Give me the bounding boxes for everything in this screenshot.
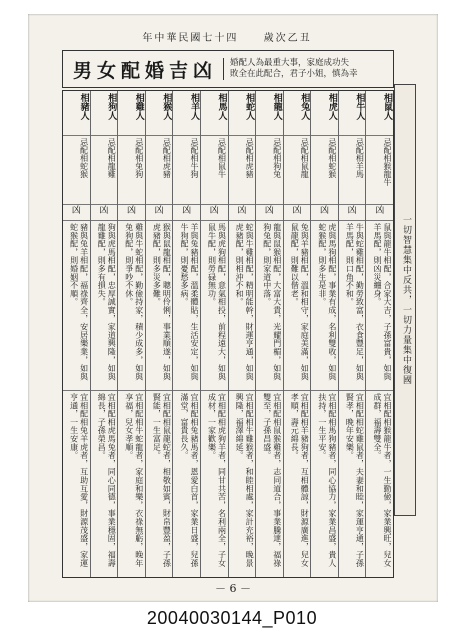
fortune-mark: 凶 <box>284 205 311 221</box>
header-year: 年中華民國七十四 <box>142 33 239 44</box>
fortune-description: 羊與兔豬相配，溫柔體貼，生活安定，如與牛狗配，則憂愁多病。 <box>173 221 200 391</box>
incompatible-signs: 忌配相猴龍牛 <box>366 136 393 205</box>
fortune-description: 龍與鼠猴相配，大富大貴，光耀門楣，如與狗兔配，則家道中落。 <box>256 221 283 391</box>
incompatible-signs: 忌配相虎豬 <box>229 136 256 205</box>
match-advice: 宜相配相虎馬兔者，同心同德，事業穩固，福壽綿長，子孫榮昌。 <box>97 393 117 568</box>
zodiac-heading: 相蛇人 <box>229 91 256 136</box>
incompatible-signs: 忌配相虎豬 <box>146 136 173 205</box>
fortune-description: 猴與鼠龍相配，聰明伶俐，事業順遂，如與虎豬配，則多災多難。 <box>146 221 173 391</box>
zodiac-marriage-table <box>62 90 394 578</box>
zodiac-column <box>200 91 228 577</box>
fortune-description: 鼠與龍牛相配，合家大吉，子孫富貴，如與羊馬配，則凶災纏身。 <box>366 221 393 391</box>
match-advice: 宜相配相牛雞猴者，和睦相處，家計充裕，晚景興隆，福澤綿延。 <box>235 393 255 568</box>
zodiac-heading: 相兔人 <box>284 91 311 136</box>
side-slogan <box>394 84 416 516</box>
zodiac-heading: 相猴人 <box>146 91 173 136</box>
fortune-mark: 凶 <box>366 205 393 221</box>
zodiac-column <box>145 91 173 577</box>
match-advice: 宜相配相兔羊虎者，互助互愛，財源茂盛，家運亨通，一生安康。 <box>69 393 89 568</box>
match-advice: 宜相配相蛇雞鼠者，夫妻和睦，家運亨通，子孫賢孝，晚年安樂。 <box>345 393 365 568</box>
match-advice: 宜相配相虎狗羊者，同甘共苦，名利兩全，子女成材，一家歡樂。 <box>207 393 227 568</box>
page-header <box>62 28 392 50</box>
match-advice: 宜相配相鼠猴雞者，志同道合，事業騰達，福祿雙至，子孫昌盛。 <box>262 393 282 568</box>
zodiac-column <box>338 91 366 577</box>
zodiac-column <box>228 91 256 577</box>
zodiac-heading: 相鼠人 <box>366 91 393 136</box>
match-advice: 宜相配相馬狗豬者，同心協力，家業昌盛，貴人扶持，一生平安。 <box>317 393 337 568</box>
zodiac-heading: 相羊人 <box>173 91 200 136</box>
fortune-description: 牛與蛇雞相配，勤勞致富，衣食豐足，如與羊馬配，則口角不和。 <box>339 221 366 391</box>
note-line: 婚配人為最重大事，家庭成功失 <box>230 58 350 68</box>
match-advice: 宜相配相牛蛇龍者，家庭和樂，衣祿無虧，晚年享福，兒女孝順。 <box>124 393 144 568</box>
match-advice: 宜相配相鼠龍蛇者，相敬如賓，財帛豐盈，子孫賢能，一生富足。 <box>152 393 172 568</box>
slogan-text: 一切智慧集中反共，一切力量集中復國 <box>401 215 411 385</box>
zodiac-column <box>283 91 311 577</box>
fortune-description: 雞與牛蛇相配，勤儉持家，積少成多，如與兔狗配，則爭吵不休。 <box>118 221 145 391</box>
zodiac-heading: 相龍人 <box>256 91 283 136</box>
zodiac-column <box>117 91 145 577</box>
match-advice: 宜相配相兔豬馬者，恩愛白首，家業日盛，兒孫滿堂，富貴長久。 <box>179 393 199 568</box>
fortune-mark: 凶 <box>201 205 228 221</box>
fortune-description: 豬與兔羊相配，福祿齊全，安居樂業，如與蛇猴配，則婚姻不順。 <box>63 221 90 391</box>
section-title: 男女配婚吉凶 <box>73 59 218 82</box>
fortune-description: 馬與虎狗相配，意氣相投，前程遠大，如與鼠牛配，則勞碌無功。 <box>201 221 228 391</box>
incompatible-signs: 忌配相狗兔 <box>256 136 283 205</box>
fortune-mark: 凶 <box>339 205 366 221</box>
header-ganzhi: 歲次乙丑 <box>263 33 312 44</box>
page-number: － 6 － <box>215 582 251 595</box>
incompatible-signs: 忌配相羊馬 <box>339 136 366 205</box>
zodiac-column <box>172 91 200 577</box>
zodiac-heading: 相雞人 <box>118 91 145 136</box>
fortune-mark: 凶 <box>118 205 145 221</box>
incompatible-signs: 忌配相蛇猴 <box>311 136 338 205</box>
zodiac-column <box>310 91 338 577</box>
fortune-mark: 凶 <box>91 205 118 221</box>
zodiac-heading: 相牛人 <box>339 91 366 136</box>
zodiac-column <box>90 91 118 577</box>
incompatible-signs: 忌配相鼠龍 <box>284 136 311 205</box>
fortune-description: 狗與虎馬相配，忠厚誠實，家道興隆，如與龍雞配，則多有損失。 <box>91 221 118 391</box>
incompatible-signs: 忌配相蛇猴 <box>63 136 90 205</box>
fortune-mark: 凶 <box>311 205 338 221</box>
fortune-mark: 凶 <box>256 205 283 221</box>
fortune-mark: 凶 <box>173 205 200 221</box>
zodiac-column <box>255 91 283 577</box>
note-line: 敗全在此配合，君子小姐，慎為幸 <box>230 69 358 79</box>
zodiac-heading: 相狗人 <box>91 91 118 136</box>
section-note <box>223 58 358 80</box>
fortune-description: 虎與馬狗相配，事業有成，名利雙收，如與蛇猴配，則多生是非。 <box>311 221 338 391</box>
match-advice: 宜相配相羊豬狗者，互相體諒，財源廣進，兒女孝順，壽元綿長。 <box>290 393 310 568</box>
zodiac-heading: 相虎人 <box>311 91 338 136</box>
match-advice: 宜相配相猴龍牛者，一生勤儉，家業興旺，兒女成群，福壽雙全。 <box>373 393 392 568</box>
incompatible-signs: 忌配相龍雞 <box>91 136 118 205</box>
zodiac-column <box>365 91 393 577</box>
archive-id-caption: 20040030144_P010 <box>146 608 318 628</box>
zodiac-heading: 相豬人 <box>63 91 90 136</box>
incompatible-signs: 忌配相兔狗 <box>118 136 145 205</box>
incompatible-signs: 忌配相牛狗 <box>173 136 200 205</box>
fortune-description: 蛇與牛雞相配，精明能幹，財運亨通，如與虎豬配，則相沖不和。 <box>229 221 256 391</box>
almanac-page <box>28 14 438 602</box>
zodiac-column <box>63 91 90 577</box>
fortune-mark: 凶 <box>229 205 256 221</box>
fortune-description: 兔與羊豬相配，溫和相守，家庭美滿，如與鼠龍配，則難以偕老。 <box>284 221 311 391</box>
zodiac-heading: 相馬人 <box>201 91 228 136</box>
fortune-mark: 凶 <box>63 205 90 221</box>
incompatible-signs: 忌配相鼠牛 <box>201 136 228 205</box>
section-banner <box>62 50 394 88</box>
fortune-mark: 凶 <box>146 205 173 221</box>
